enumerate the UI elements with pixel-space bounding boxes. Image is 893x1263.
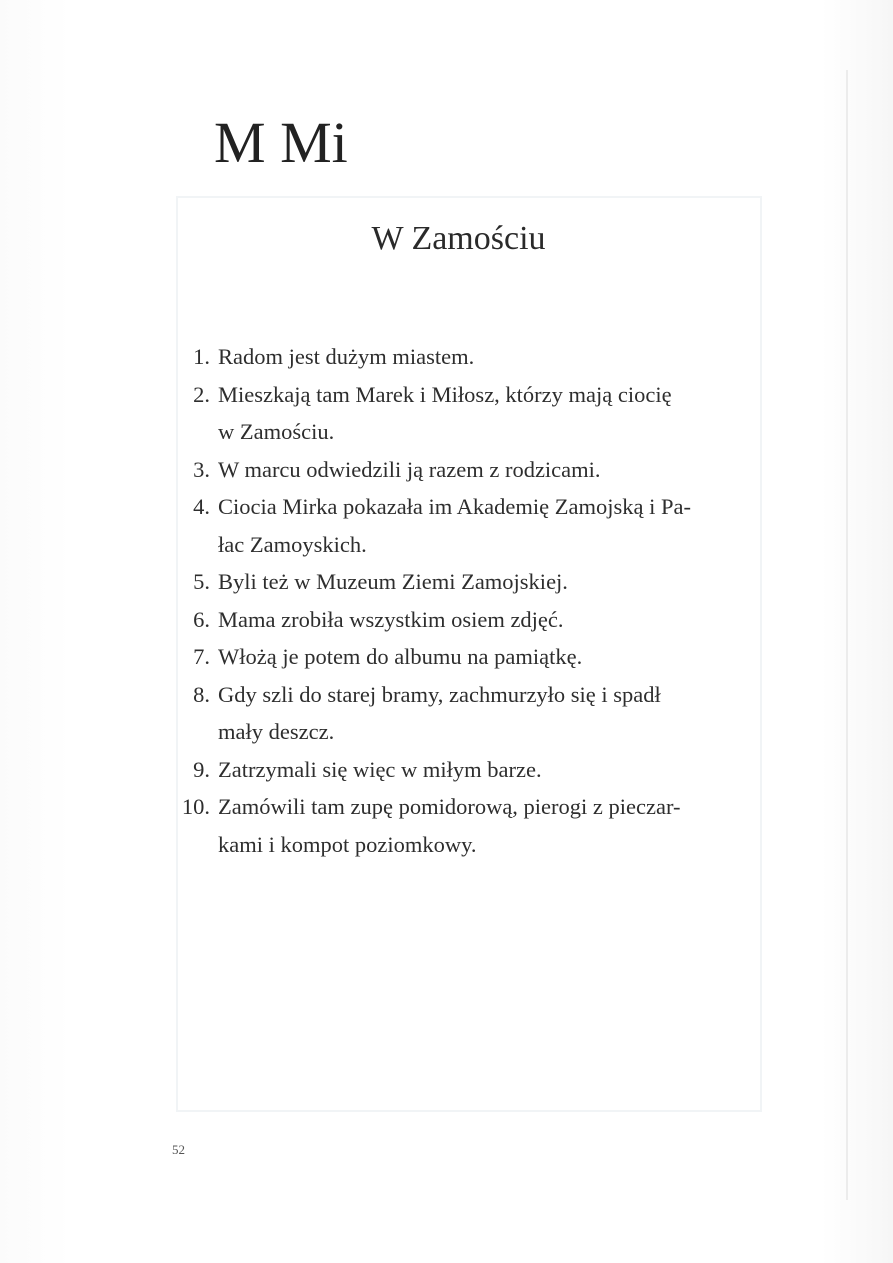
list-item — [170, 676, 770, 751]
item-number: 3. — [193, 456, 210, 482]
item-number: 7. — [193, 644, 210, 669]
list-item — [170, 788, 770, 863]
item-number: 8. — [193, 681, 210, 707]
list-item — [170, 638, 770, 676]
item-number: 2. — [193, 381, 210, 407]
item-number: 10. — [181, 794, 210, 819]
item-number: 9. — [193, 756, 210, 782]
list-item — [170, 563, 770, 601]
list-item — [170, 451, 770, 489]
item-text: Włożą je potem do albumu na pamiątkę. — [218, 644, 583, 669]
list-item — [170, 376, 770, 451]
item-text: Zatrzymali się więc w miłym barze. — [218, 756, 542, 782]
letter-heading: M Mi — [214, 110, 348, 175]
item-text: Byli też w Muzeum Ziemi Zamojskiej. — [218, 569, 568, 594]
page-number: 52 — [172, 1142, 185, 1157]
item-text: Mieszkają tam Marek i Miłosz, którzy mają ciocię w Zamościu. — [218, 381, 672, 444]
item-text: W marcu odwiedzili ją razem z rodzicami. — [218, 456, 601, 482]
item-text: Gdy szli do starej bramy, zachmurzyło się i spadł mały deszcz. — [218, 681, 661, 744]
sentence-list — [170, 338, 770, 863]
list-item — [170, 338, 770, 376]
item-number: 5. — [193, 569, 210, 594]
list-item — [170, 751, 770, 789]
item-text: Radom jest dużym miastem. — [218, 344, 475, 369]
story-title: W Zamościu — [371, 220, 546, 257]
item-number: 1. — [193, 344, 210, 369]
item-text: Zamówili tam zupę pomidorową, pierogi z pieczar- kami i kompot poziomkowy. — [218, 794, 681, 857]
list-item — [170, 601, 770, 639]
item-number: 4. — [193, 494, 210, 519]
item-text: Mama zrobiła wszystkim osiem zdjęć. — [218, 606, 564, 632]
list-item — [170, 488, 770, 563]
item-text: Ciocia Mirka pokazała im Akademię Zamojską i Pa- łac Zamoyskich. — [218, 494, 691, 557]
item-number: 6. — [193, 606, 210, 632]
